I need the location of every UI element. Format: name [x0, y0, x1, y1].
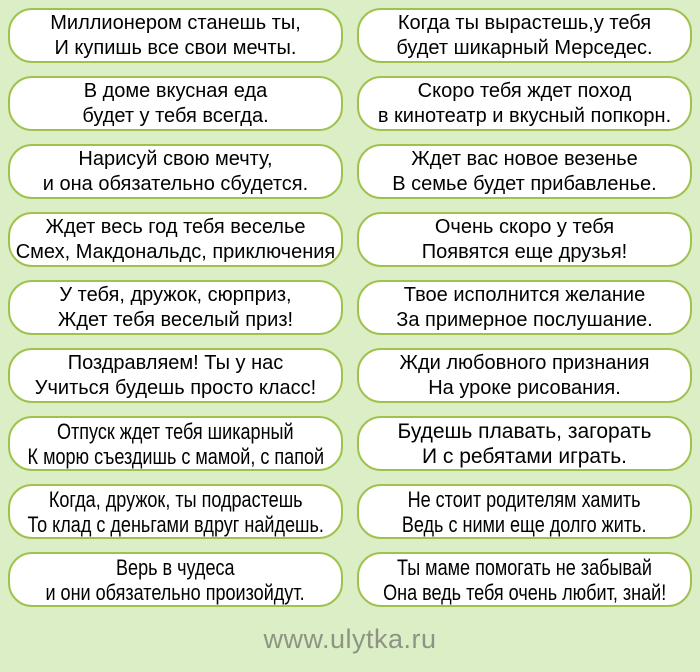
- fortune-line: Появятся еще друзья!: [421, 240, 628, 263]
- fortune-line: И купишь все свои мечты.: [54, 36, 297, 59]
- fortune-card-18: [357, 552, 692, 607]
- fortune-card-16: [357, 484, 692, 539]
- fortune-line: К морю съездишь с мамой, с папой: [27, 443, 324, 469]
- fortune-card-11: [8, 348, 343, 403]
- fortune-line: Когда ты вырастешь,у тебя: [397, 11, 652, 34]
- fortune-line: Когда, дружок, ты подрастешь: [48, 486, 303, 512]
- footer: [0, 607, 700, 672]
- fortune-card-2: [357, 8, 692, 63]
- fortune-line: Очень скоро у тебя: [434, 215, 615, 238]
- fortune-card-6: [357, 144, 692, 199]
- fortune-line: Ждет тебя веселый приз!: [57, 308, 294, 331]
- fortune-card-3: [8, 76, 343, 131]
- fortune-card-10: [357, 280, 692, 335]
- fortune-line: Жди любовного признания: [399, 351, 650, 374]
- fortune-card-9: [8, 280, 343, 335]
- fortune-line: То клад с деньгами вдруг найдешь.: [27, 511, 324, 537]
- fortune-line: И с ребятами играть.: [421, 444, 628, 468]
- fortune-card-5: [8, 144, 343, 199]
- fortune-line: Твое исполнится желание: [403, 283, 646, 306]
- fortune-card-1: [8, 8, 343, 63]
- fortune-line: Ждет весь год тебя веселье: [45, 215, 306, 238]
- fortune-card-17: [8, 552, 343, 607]
- fortune-line: Будешь плавать, загорать: [397, 419, 652, 443]
- watermark-text: www.ulytka.ru: [263, 624, 437, 654]
- fortune-line: На уроке рисования.: [428, 376, 621, 399]
- fortune-card-14: [357, 416, 692, 471]
- fortune-line: Ждет вас новое везенье: [411, 147, 638, 170]
- fortune-line: Скоро тебя ждет поход: [417, 79, 632, 102]
- fortune-line: В доме вкусная еда: [83, 79, 268, 102]
- fortune-line: Нарисуй свою мечту,: [78, 147, 273, 170]
- fortune-line: Верь в чудеса: [116, 554, 235, 580]
- fortune-line: За примерное послушание.: [396, 308, 653, 331]
- fortune-card-8: [357, 212, 692, 267]
- fortune-line: У тебя, дружок, сюрприз,: [59, 283, 292, 306]
- fortune-line: В семье будет прибавленье.: [392, 172, 657, 195]
- fortune-card-7: [8, 212, 343, 267]
- fortune-line: будет у тебя всегда.: [82, 104, 269, 127]
- fortune-card-4: [357, 76, 692, 131]
- fortune-line: Смех, Макдональдс, приключения: [15, 240, 336, 263]
- fortune-line: Миллионером станешь ты,: [50, 11, 301, 34]
- fortune-card-12: [357, 348, 692, 403]
- fortune-line: будет шикарный Мерседес.: [396, 36, 653, 59]
- fortune-line: и они обязательно произойдут.: [45, 579, 306, 605]
- fortune-line: Учиться будешь просто класс!: [34, 376, 317, 399]
- fortune-line: Отпуск ждет тебя шикарный: [57, 418, 294, 444]
- fortune-line: Ты маме помогать не забывай: [397, 554, 652, 580]
- fortune-line: Не стоит родителям хамить: [407, 486, 642, 512]
- fortune-line: Ведь с ними еще долго жить.: [402, 511, 647, 537]
- fortune-line: Поздравляем! Ты у нас: [67, 351, 284, 374]
- fortune-card-15: [8, 484, 343, 539]
- fortune-line: в кинотеатр и вкусный попкорн.: [377, 104, 672, 127]
- fortune-card-13: [8, 416, 343, 471]
- fortune-line: Она ведь тебя очень любит, знай!: [382, 579, 667, 605]
- fortune-line: и она обязательно сбудется.: [42, 172, 309, 195]
